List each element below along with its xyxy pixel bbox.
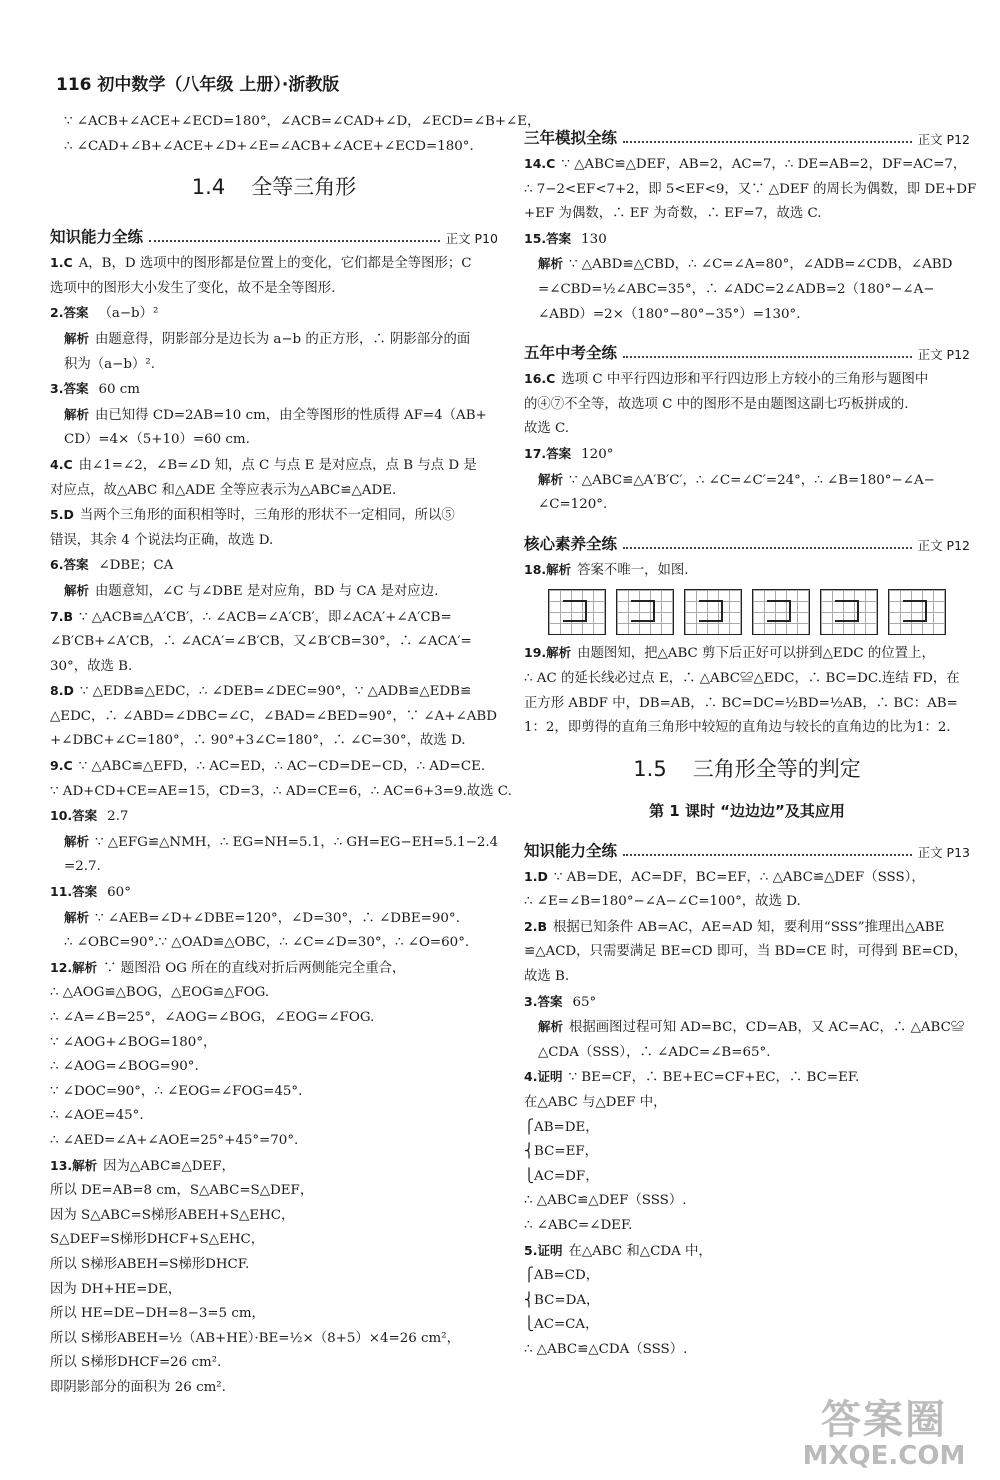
section-1-5-title (524, 745, 970, 793)
dot-leader (149, 240, 440, 242)
answer-text: 由题图知，把△ABC 剪下后正好可以拼到△EDC 的位置上， (577, 646, 935, 662)
answer-18 (524, 558, 970, 584)
answer-line (50, 1228, 498, 1253)
bar-title: 知识能力全练 (50, 228, 144, 247)
answer-text: ∠B′CB+∠A′CB，∴ ∠ACA′=∠B′CB，又∠B′CB=30°，∴ ∠ACA′= (50, 634, 472, 650)
grid-figure (616, 589, 674, 635)
answer-line (524, 1041, 970, 1066)
item-number: 3.答案 (50, 381, 89, 397)
answer-text: 的④⑦不全等，故选项 C 中的图形不是由题图这副七巧板拼成的. (524, 396, 909, 412)
answer-text: ∵ △ABC≌△EFD，∴ AC=ED，∴ AC−CD=DE−CD，∴ AD=CE. (78, 759, 486, 775)
bar-title: 核心素养全练 (524, 534, 618, 553)
answer-line (50, 1204, 498, 1229)
answer-line (50, 880, 498, 906)
answer-text: 答案不唯一，如图. (577, 562, 689, 578)
answer-line (50, 453, 498, 479)
answer-text: 所以 S梯形ABEH=S梯形DHCF. (50, 1256, 250, 1272)
answer-line (50, 377, 498, 403)
answer-text: ∵ △ABC≌△DEF，AB=2，AC=7，∴ DE=AB=2，DF=AC=7， (561, 157, 967, 172)
answer-line (524, 1338, 970, 1363)
watermark-text: 答案圈 (821, 1397, 947, 1443)
answer-text: 根据画图过程可知 AD=BC，CD=AB，又 AC=AC，∴ △ABC≌ (569, 1020, 965, 1036)
bar-title: 五年中考全练 (524, 344, 618, 363)
item-number: 9.C (50, 758, 73, 774)
answer-line (524, 1239, 970, 1265)
answer-line (524, 417, 970, 442)
answer-line (524, 278, 970, 303)
item-number: 8.D (50, 683, 74, 699)
answer-line (50, 1351, 498, 1376)
answer-text: ∴ ∠ABC=∠DEF. (524, 1218, 633, 1233)
item-number: 18.解析 (524, 561, 572, 577)
item-number: 解析 (64, 833, 90, 849)
dot-leader (623, 356, 912, 358)
item-number: 13.解析 (50, 1157, 98, 1173)
answer-line (50, 1253, 498, 1278)
tangram-figures (548, 589, 970, 635)
answer-line (524, 227, 970, 253)
answer-line (524, 558, 970, 584)
dot-leader (623, 854, 912, 856)
section-name: 全等三角形 (251, 175, 357, 200)
answer-text: 65° (572, 994, 597, 1010)
bar-page-ref: 正文 P10 (445, 231, 498, 247)
grid-figure (548, 589, 606, 635)
answer-text: ∴ ∠AED=∠A+∠AOE=25°+45°=70°. (50, 1132, 299, 1148)
grid-figure (684, 589, 742, 635)
answer-text: ⎧AB=DE， (524, 1119, 599, 1135)
answer-line (524, 667, 970, 692)
answer-text: 即阴影部分的面积为 26 cm². (50, 1379, 226, 1395)
answer-text: +EF 为偶数，∴ EF 为奇数，∴ EF=7，故选 C. (524, 206, 822, 222)
answer-text: ∴ AC 的延长线必过点 E，∴ △ABC≌△EDC，∴ BC=DC.连结 FD，在 (524, 670, 960, 686)
answer-line (524, 1264, 970, 1289)
answer-text: 130 (581, 231, 607, 247)
answer-text: 所以 S梯形DHCF=26 cm². (50, 1355, 222, 1371)
answer-19 (524, 641, 970, 740)
answer-line (50, 301, 498, 327)
answer-line (50, 403, 498, 429)
page-header: 116 初中数学（八年级 上册）·浙教版 (56, 75, 340, 95)
answer-text: ⎩AC=CA， (524, 1317, 599, 1333)
answer-line (50, 729, 498, 754)
answer-line (524, 1140, 970, 1165)
answer-text: ∵ △ACB≌△A′CB′，∴ ∠ACB=∠A′CB′，即∠ACA′+∠A′CB= (78, 609, 452, 625)
answer-text: ∠DBE；CA (98, 558, 174, 574)
answer-line (524, 393, 970, 418)
answer-text: ∠C=120°. (538, 497, 608, 513)
answer-line (50, 1006, 498, 1031)
answer-text: ∵ △ABC≌△A′B′C′，∴ ∠C=∠C′=24°，∴ ∠B=180°−∠A− (569, 472, 935, 488)
item-number: 3.答案 (524, 993, 563, 1009)
answer-line (50, 1278, 498, 1303)
answer-text: ∴ ∠AOG=∠BOG=90°. (50, 1059, 199, 1075)
section-bar (524, 331, 970, 363)
answer-text: 1：2，即剪得的直角三角形中较短的直角边与较长的直角边的比为1：2. (524, 720, 951, 736)
item-number: 解析 (64, 406, 90, 422)
answer-line (50, 679, 498, 705)
answer-text: 2.7 (107, 809, 129, 825)
answer-text: 由已知得 CD=2AB=10 cm，由全等图形的性质得 AF=4（AB+ (95, 407, 487, 423)
item-number: 17.答案 (524, 445, 572, 461)
answer-line (50, 630, 498, 655)
section-bar (524, 522, 970, 554)
answer-line (50, 1154, 498, 1180)
answer-list (524, 152, 977, 327)
item-number: 解析 (64, 909, 90, 925)
answer-text: 正方形 ABDF 中，DB=AB，∴ BC=DC=½BD=½AB，∴ BC：AB= (524, 695, 958, 711)
answer-line (50, 428, 498, 453)
answer-line (50, 553, 498, 579)
answer-line (524, 442, 970, 468)
item-number: 1.C (50, 255, 73, 271)
answer-text: 由∠1=∠2，∠B=∠D 知，点 C 与点 E 是对应点，点 B 与点 D 是 (78, 457, 477, 473)
answer-text: 所以 S梯形ABEH=½（AB+HE）·BE=½×（8+5）×4=26 cm²， (50, 1330, 460, 1346)
bar-title: 三年模拟全练 (524, 129, 618, 147)
answer-line (524, 493, 970, 518)
answer-text: 在△ABC 与△DEF 中， (524, 1095, 667, 1111)
bar-title: 知识能力全练 (524, 841, 618, 860)
answer-line (50, 931, 498, 956)
bar-page-ref: 正文 P12 (917, 537, 970, 553)
answer-text: 因为△ABC≌△DEF， (103, 1158, 235, 1174)
section-number: 1.5 (633, 756, 667, 781)
answer-text: ∵ ∠DOC=90°，∴ ∠EOG=∠FOG=45°. (50, 1083, 303, 1099)
item-number: 6.答案 (50, 557, 89, 573)
answer-text: ∵ △EFG≌△NMH，∴ EG=NH=5.1，∴ GH=EG−EH=5.1−2.4 (95, 834, 499, 850)
answer-text: △EDC，∴ ∠ABD=∠DBC=∠C，∠BAD=∠BED=90°，∵ ∠A+∠ABD (50, 708, 497, 724)
item-number: 解析 (538, 1019, 564, 1035)
answer-line (524, 202, 970, 227)
bar-page-ref: 正文 P12 (917, 347, 970, 363)
carryover-lines (50, 110, 541, 159)
answer-text: （a−b）² (98, 306, 159, 322)
answer-text: ⎩AC=DF， (524, 1168, 599, 1184)
item-number: 10.答案 (50, 808, 98, 824)
answer-line (50, 579, 498, 605)
answer-text: 故选 B. (524, 969, 570, 985)
grid-figure (820, 589, 878, 635)
answer-line (524, 252, 970, 278)
section-bar (524, 829, 970, 861)
item-number: 5.D (50, 507, 74, 523)
right-column (524, 112, 977, 1363)
answer-line (50, 1055, 498, 1080)
answer-line (524, 1165, 970, 1190)
answer-line (524, 367, 970, 393)
answer-line (524, 716, 970, 741)
answer-line (50, 1327, 498, 1352)
answer-text: A，B，D 选项中的图形都是位置上的变化，它们都是全等图形；C (78, 256, 472, 272)
item-number: 15.答案 (524, 230, 572, 246)
answer-text: 故选 C. (524, 421, 570, 437)
answer-text: ∴ ∠A=∠B=25°，∠AOG=∠BOG，∠EOG=∠FOG. (50, 1010, 375, 1025)
section-name: 三角形全等的判定 (692, 756, 861, 781)
answer-text: ∴ 7−2<EF<7+2，即 5<EF<9，又∵ △DEF 的周长为偶数，即 DE+DF (524, 181, 977, 197)
answer-text: ∵ ∠AEB=∠D+∠DBE=120°，∠D=30°，∴ ∠DBE=90°. (95, 910, 460, 926)
bar-page-ref: 正文 P12 (917, 132, 970, 147)
answer-line (50, 754, 498, 780)
answer-text: ⎨BC=EF， (524, 1144, 599, 1160)
answer-text: ∵ 题图沿 OG 所在的直线对折后两侧能完全重合， (103, 960, 406, 976)
answer-line (50, 277, 498, 302)
item-number: 12.解析 (50, 959, 98, 975)
answer-line (50, 655, 498, 680)
answer-line (524, 1091, 970, 1116)
answer-text: 选项 C 中平行四边形和平行四边形上方较小的三角形与题图中 (561, 372, 929, 388)
lesson-title: 第 1 课时 “边边边”及其应用 (649, 801, 845, 820)
answer-line (50, 353, 498, 378)
answer-text: ∴ △ABC≌△CDA（SSS）. (524, 1341, 688, 1357)
answer-line (524, 1116, 970, 1141)
answer-line (50, 327, 498, 353)
item-number: 1.D (524, 868, 548, 884)
answer-line (524, 641, 970, 667)
answer-text: =∠CBD=½∠ABC=35°，∴ ∠ADC=2∠ADB=2（180°−∠A− (538, 281, 935, 297)
answer-line (50, 529, 498, 554)
answer-text: CD）=4×（5+10）=60 cm. (64, 432, 250, 448)
bar-page-ref: 正文 P13 (917, 844, 970, 860)
answer-line (524, 890, 970, 915)
dot-leader (623, 547, 912, 549)
answer-text: 所以 HE=DE−DH=8−3=5 cm， (50, 1306, 265, 1322)
answer-text: 错误，其余 4 个说法均正确，故选 D. (50, 532, 274, 548)
answer-text: 选项中的图形大小发生了变化，故不是全等图形. (50, 280, 336, 296)
answer-line (524, 152, 970, 178)
item-number: 解析 (538, 256, 564, 272)
answer-line (50, 1179, 498, 1204)
item-number: 解析 (64, 330, 90, 346)
answer-line (524, 692, 970, 717)
answer-text: ≌△ACD，只需要满足 BE=CD 即可，当 BD=CE 时，可得到 BE=CD， (524, 944, 968, 960)
answer-line (50, 1104, 498, 1129)
answer-line (50, 906, 498, 932)
answer-line (524, 1189, 970, 1214)
answer-line (50, 981, 498, 1006)
answer-line (50, 855, 498, 880)
answer-text: =2.7. (64, 859, 101, 875)
answer-line: ∵ ∠ACB+∠ACE+∠ECD=180°，∠ACB=∠CAD+∠D，∠ECD=∠B+∠E， (64, 114, 541, 129)
answer-text: ∴ ∠E=∠B=180°−∠A−∠C=100°，故选 D. (524, 894, 801, 910)
answer-list (50, 251, 512, 1400)
answer-line (524, 1289, 970, 1314)
section-bar (524, 116, 970, 148)
answer-text: 根据已知条件 AB=AC，AE=AD 知，要利用“SSS”推理出△ABE (552, 919, 945, 935)
answer-text: 在△ABC 和△CDA 中， (568, 1243, 712, 1259)
answer-text: ∵ △ABD≌△CBD，∴ ∠C=∠A=80°，∠ADB=∠CDB，∠ABD (569, 257, 953, 273)
answer-list (524, 865, 970, 1363)
answer-text: 对应点，故△ABC 和△ADE 全等应表示为△ABC≌△ADE. (50, 482, 397, 498)
answer-line (50, 956, 498, 982)
answer-line (50, 251, 498, 277)
answer-line (524, 303, 970, 328)
grid-figure (752, 589, 810, 635)
answer-text: ∠ABD）=2×（180°−80°−35°）=130°. (538, 306, 801, 322)
answer-line (524, 178, 977, 203)
item-number: 7.B (50, 608, 73, 624)
item-number: 11.答案 (50, 884, 98, 900)
answer-line (50, 1376, 498, 1401)
dot-leader (623, 141, 912, 143)
answer-text: ∴ ∠OBC=90°.∵ △OAD≌△OBC，∴ ∠C=∠D=30°，∴ ∠O=60°. (64, 935, 470, 951)
section-1-4-title (50, 163, 498, 211)
answer-line: ∴ ∠CAD+∠B+∠ACE+∠D+∠E=∠ACB+∠ACE+∠ECD=180°. (64, 138, 474, 154)
answer-text: 120° (581, 446, 614, 462)
item-number: 4.C (50, 456, 73, 472)
answer-text: 因为 S△ABC=S梯形ABEH+S△EHC， (50, 1207, 295, 1223)
section-bar (50, 215, 498, 247)
answer-text: +∠DBC+∠C=180°，∴ 90°+3∠C=180°，∴ ∠C=30°，故选 D. (50, 733, 466, 749)
answer-list (524, 367, 970, 518)
answer-line (524, 1313, 970, 1338)
answer-text: 当两个三角形的面积相等时，三角形的形状不一定相同，所以⑤ (79, 508, 455, 524)
answer-line (50, 1302, 498, 1327)
item-number: 2.答案 (50, 305, 89, 321)
item-number: 解析 (64, 582, 90, 598)
answer-line (524, 865, 970, 891)
answer-line (50, 1031, 498, 1056)
item-number: 19.解析 (524, 645, 572, 661)
answer-text: S△DEF=S梯形DHCF+S△EHC， (50, 1232, 265, 1248)
answer-line (50, 479, 498, 504)
answer-text: ∵ ∠AOG+∠BOG=180°， (50, 1034, 217, 1050)
answer-line (524, 1214, 970, 1239)
answer-line (50, 1080, 498, 1105)
answer-text: 60 cm (98, 382, 140, 398)
answer-text: △CDA（SSS），∴ ∠ADC=∠B=65°. (538, 1044, 771, 1060)
answer-line (524, 1015, 970, 1041)
answer-text: 30°，故选 B. (50, 658, 133, 674)
answer-line (524, 1065, 970, 1091)
item-number: 4.证明 (524, 1069, 563, 1085)
answer-text: ∵ △EDB≌△EDC，∴ ∠DEB=∠DEC=90°，∵ △ADB≌△EDB≌ (79, 684, 472, 700)
answer-text: ∴ △AOG≌△BOG，△EOG≌△FOG. (50, 985, 270, 1001)
answer-text: ⎨BC=DA， (524, 1292, 600, 1308)
grid-figure (888, 589, 946, 635)
answer-text: 积为（a−b）². (64, 356, 155, 372)
answer-line (524, 915, 970, 941)
section-number: 1.4 (191, 175, 226, 200)
answer-text: 由题意得，阴影部分是边长为 a−b 的正方形，∴ 阴影部分的面 (95, 331, 471, 347)
answer-line (50, 1129, 498, 1154)
item-number: 2.B (524, 918, 547, 934)
answer-line (50, 780, 512, 805)
answer-line (524, 468, 970, 494)
answer-text: 所以 DE=AB=8 cm，S△ABC=S△DEF， (50, 1183, 314, 1199)
answer-line (524, 965, 970, 990)
watermark-url: MXQE.COM (802, 1441, 966, 1471)
item-number: 14.C (524, 156, 556, 171)
answer-text: ∵ AB=DE，AC=DF，BC=EF，∴ △ABC≌△DEF（SSS）， (553, 869, 925, 885)
answer-line (50, 804, 498, 830)
answer-line (524, 940, 970, 965)
item-number: 5.证明 (524, 1242, 563, 1258)
answer-text: ⎧AB=CD， (524, 1268, 600, 1284)
answer-line (50, 705, 498, 730)
item-number: 16.C (524, 371, 556, 387)
answer-text: ∵ AD+CD+CE=AE=15，CD=3，∴ AD=CE=6，∴ AC=6+3=9.故选 C. (50, 783, 512, 799)
answer-line (524, 990, 970, 1016)
answer-text: ∵ BE=CF，∴ BE+EC=CF+EC，∴ BC=EF. (568, 1070, 860, 1086)
answer-line (50, 830, 498, 856)
item-number: 解析 (538, 471, 564, 487)
answer-text: ∴ △ABC≌△DEF（SSS）. (524, 1193, 687, 1209)
answer-text: 60° (107, 885, 131, 901)
answer-line (50, 503, 498, 529)
site-watermark (794, 1398, 974, 1472)
answer-line (50, 605, 498, 631)
answer-text: 由题意知，∠C 与∠DBE 是对应角，BD 与 CA 是对应边. (95, 583, 439, 599)
answer-text: 因为 DH+HE=DE， (50, 1281, 182, 1297)
answer-text: ∴ ∠AOE=45°. (50, 1108, 144, 1124)
